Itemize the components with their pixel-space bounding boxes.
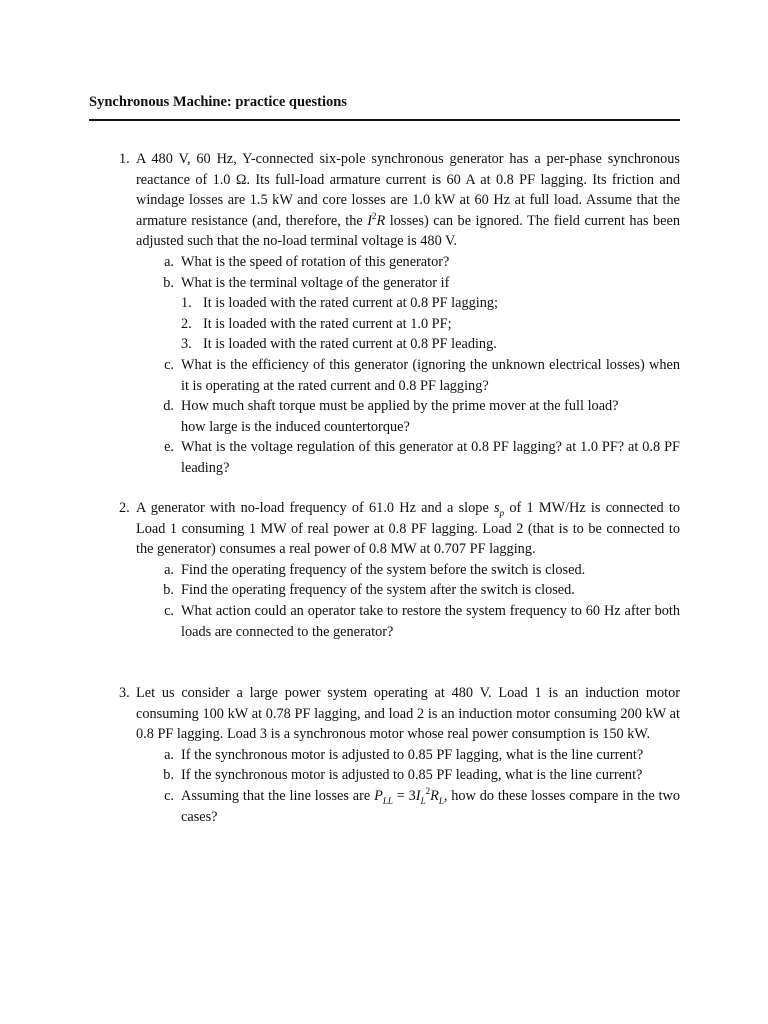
subquestion-b: b. If the synchronous motor is adjusted to 0.85 PF leading, what is the line current? bbox=[163, 767, 643, 784]
question-number: 3. bbox=[119, 685, 130, 701]
page-title: Synchronous Machine: practice questions bbox=[89, 92, 680, 121]
question-1 bbox=[89, 149, 680, 479]
question-text: A 480 V, 60 Hz, Y-connected six-pole synchronous generator has a per-phase synchronous reactance of 1.0 Ω. Its full-load armature current is 60 A at 0.8 PF lagging. Its friction and windage losses are 1.5 kW and core losses are 1.0 kW at 60 Hz at full load. Assume that the armature resistance (and, therefore, the $I^2R$ losses) can be ignored. The field current has been adjusted such that the no-load terminal voltage is 480 V. bbox=[136, 151, 680, 250]
subquestion-a: a. What is the speed of rotation of this generator? bbox=[164, 253, 450, 270]
question-2 bbox=[89, 498, 680, 642]
line-loss-formula: $P_{LL} = 3I_L^2R_L$ bbox=[374, 786, 444, 806]
question-3 bbox=[89, 683, 680, 827]
subquestion-d: d. How much shaft torque must be applied by the prime mover at the full load? how large is the induced countertorque? bbox=[163, 398, 619, 435]
subquestion-e: e. What is the voltage regulation of this generator at 0.8 PF lagging? at 1.0 PF? at 0.8 PF leading? bbox=[164, 439, 680, 476]
subquestion-c: c. What action could an operator take to restore the system frequency to 60 Hz after both loads are connected to the generator? bbox=[164, 602, 680, 640]
subquestion-b-1: 1. It is loaded with the rated current at 0.8 PF lagging; bbox=[181, 295, 499, 312]
subquestion-a: a. Find the operating frequency of the system before the switch is closed. bbox=[164, 561, 586, 578]
subquestion-b: b. What is the terminal voltage of the generator if bbox=[163, 274, 450, 291]
subquestion-c: c. What is the efficiency of this generator (ignoring the unknown electrical losses) when it is operating at the rated current and 0.8 PF lagging? bbox=[164, 356, 680, 394]
question-number: 1. bbox=[119, 151, 130, 167]
subquestion-b: b. Find the operating frequency of the system after the switch is closed. bbox=[163, 582, 575, 599]
subquestion-b-2: 2. It is loaded with the rated current at 1.0 PF; bbox=[181, 315, 452, 332]
question-text: Let us consider a large power system operating at 480 V. Load 1 is an induction motor consuming 100 kW at 0.78 PF lagging, and load 2 is an induction motor consuming 200 kW at 0.8 PF lagging. Load 3 is a synchronous motor whose real power consumption is 150 kW. bbox=[136, 685, 680, 743]
subquestion-c: c. Assuming that the line losses are $P_{LL} = 3I_L^2R_L$, how do these losses compare in the two cases? bbox=[164, 786, 680, 825]
question-text: A generator with no-load frequency of 61.0 Hz and a slope $s_p$ of 1 MW/Hz is connected to Load 1 consuming 1 MW of real power at 0.8 PF lagging. Load 2 (that is to be connected to the generator) consumes a real power of 0.8 MW at 0.707 PF lagging. bbox=[136, 500, 680, 558]
subquestion-b-3: 3. It is loaded with the rated current at 0.8 PF leading. bbox=[181, 336, 497, 353]
subquestion-a: a. If the synchronous motor is adjusted to 0.85 PF lagging, what is the line current? bbox=[164, 746, 644, 763]
question-number: 2. bbox=[119, 500, 130, 516]
